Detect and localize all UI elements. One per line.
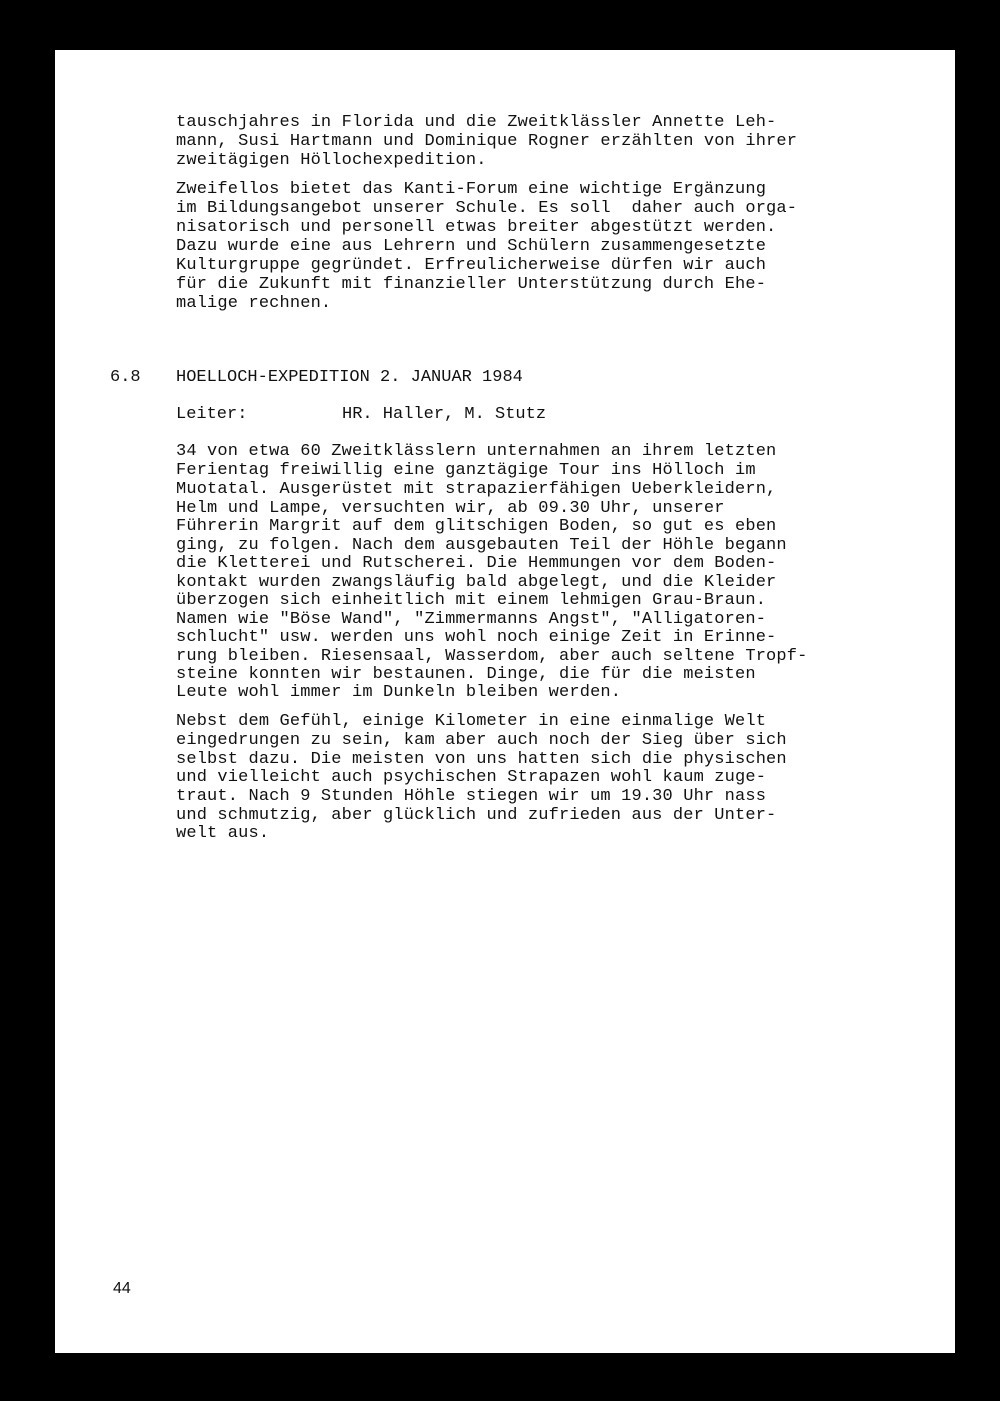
text-line: welt aus.: [176, 824, 270, 843]
text-line: Kulturgruppe gegründet. Erfreulicherweise dürfen wir auch: [176, 256, 767, 275]
section-number: 6.8: [110, 368, 141, 387]
text-line: Ferientag freiwillig eine ganztägige Tour ins Hölloch im: [176, 461, 756, 480]
text-line: ging, zu folgen. Nach dem ausgebauten Teil der Höhle begann: [176, 536, 787, 555]
text-line: Helm und Lampe, versuchten wir, ab 09.30 Uhr, unserer: [176, 499, 725, 518]
text-line: traut. Nach 9 Stunden Höhle stiegen wir um 19.30 Uhr nass: [176, 787, 767, 806]
text-line: überzogen sich einheitlich mit einem lehmigen Grau-Braun.: [176, 591, 767, 610]
text-line: und vielleicht auch psychischen Strapazen wohl kaum zuge-: [176, 768, 767, 787]
section-title: HOELLOCH-EXPEDITION 2. JANUAR 1984: [176, 368, 523, 387]
text-line: für die Zukunft mit finanzieller Unterstützung durch Ehe-: [176, 275, 767, 294]
text-line: eingedrungen zu sein, kam aber auch noch der Sieg über sich: [176, 731, 787, 750]
text-line: kontakt wurden zwangsläufig bald abgelegt, und die Kleider: [176, 573, 777, 592]
text-line: steine konnten wir bestaunen. Dinge, die für die meisten: [176, 665, 756, 684]
text-line: und schmutzig, aber glücklich und zufrieden aus der Unter-: [176, 806, 777, 825]
text-line: Führerin Margrit auf dem glitschigen Boden, so gut es eben: [176, 517, 777, 536]
text-line: Nebst dem Gefühl, einige Kilometer in eine einmalige Welt: [176, 712, 767, 731]
text-line: schlucht" usw. werden uns wohl noch einige Zeit in Erinne-: [176, 628, 777, 647]
text-line: die Kletterei und Rutscherei. Die Hemmungen vor dem Boden-: [176, 554, 777, 573]
text-line: zweitägigen Höllochexpedition.: [176, 151, 487, 170]
page-number: 44: [113, 1280, 131, 1297]
text-line: Dazu wurde eine aus Lehrern und Schülern zusammengesetzte: [176, 237, 767, 256]
text-line: malige rechnen.: [176, 294, 332, 313]
text-line: Namen wie "Böse Wand", "Zimmermanns Angst", "Alligatoren-: [176, 610, 767, 629]
text-line: selbst dazu. Die meisten von uns hatten sich die physischen: [176, 750, 787, 769]
text-line: Zweifellos bietet das Kanti-Forum eine wichtige Ergänzung: [176, 180, 767, 199]
text-line: tauschjahres in Florida und die Zweitklässler Annette Leh-: [176, 113, 777, 132]
text-line: mann, Susi Hartmann und Dominique Rogner erzählten von ihrer: [176, 132, 798, 151]
document-page: [55, 50, 955, 1353]
text-line: rung bleiben. Riesensaal, Wasserdom, aber auch seltene Tropf-: [176, 647, 808, 666]
text-line: im Bildungsangebot unserer Schule. Es soll daher auch orga-: [176, 199, 798, 218]
leader-value: HR. Haller, M. Stutz: [342, 405, 547, 424]
text-line: nisatorisch und personell etwas breiter abgestützt werden.: [176, 218, 777, 237]
text-line: 34 von etwa 60 Zweitklässlern unternahmen an ihrem letzten: [176, 442, 777, 461]
leader-label: Leiter:: [176, 405, 248, 424]
text-line: Leute wohl immer im Dunkeln bleiben werden.: [176, 683, 622, 702]
text-line: Muotatal. Ausgerüstet mit strapazierfähigen Ueberkleidern,: [176, 480, 777, 499]
